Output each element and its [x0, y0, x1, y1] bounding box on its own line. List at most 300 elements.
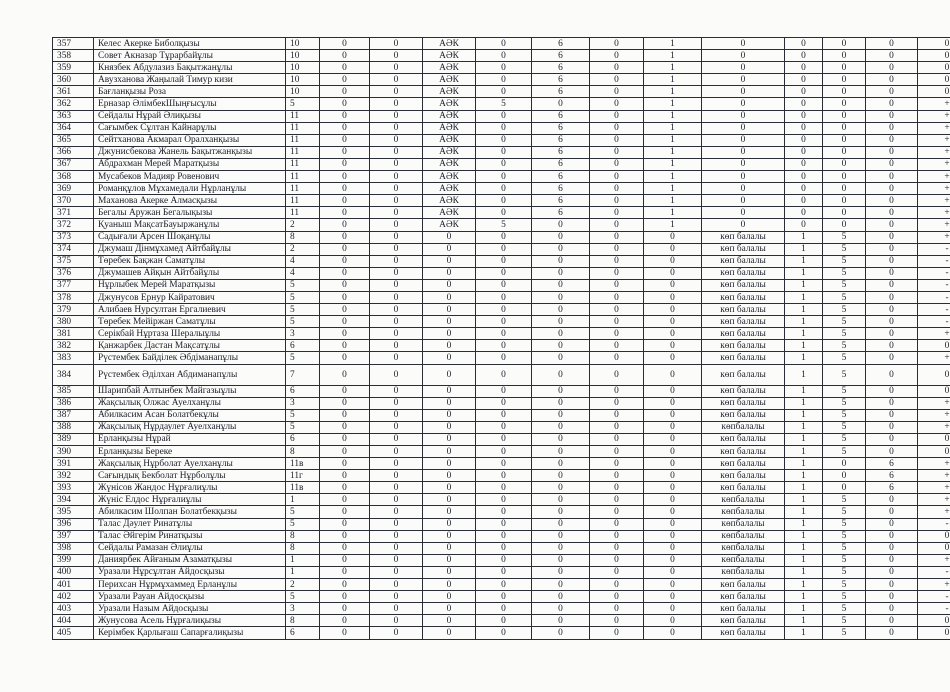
grade-cell: 2 — [286, 579, 320, 591]
col-8-cell: 0 — [532, 98, 590, 110]
col-9-cell: 0 — [590, 603, 644, 615]
col-12-cell: 0 — [785, 146, 823, 158]
table-row — [53, 86, 950, 98]
col-8-cell: 0 — [532, 255, 590, 267]
grade-cell: 10 — [286, 86, 320, 98]
col-9-cell: 0 — [590, 482, 644, 494]
grade-cell: 3 — [286, 603, 320, 615]
col-6-cell: 0 — [423, 494, 476, 506]
table-row — [53, 364, 950, 385]
col-14-cell: 6 — [866, 470, 918, 482]
col-13-cell: 5 — [823, 291, 866, 303]
col-5-cell: 0 — [370, 219, 423, 231]
table-row — [53, 171, 950, 183]
col-8-cell: 0 — [532, 579, 590, 591]
col-6-cell: АӘК — [423, 38, 476, 50]
row-number-cell: 394 — [53, 494, 94, 506]
col-7-cell: 0 — [476, 421, 532, 433]
table-row — [53, 122, 950, 134]
col-4-cell: 0 — [320, 397, 370, 409]
mark-cell: 0 — [918, 433, 950, 445]
col-6-cell: 0 — [423, 316, 476, 328]
grade-cell: 10 — [286, 62, 320, 74]
col-9-cell: 0 — [590, 433, 644, 445]
col-9-cell: 0 — [590, 409, 644, 421]
col-8-cell: 0 — [532, 482, 590, 494]
student-name-cell: Сағымбек Сұлтан Кайнарұлы — [94, 122, 286, 134]
student-name-cell: Князбек Абдулазиз Бақытжанұлы — [94, 62, 286, 74]
col-5-cell: 0 — [370, 134, 423, 146]
row-number-cell: 391 — [53, 458, 94, 470]
col-6-cell: 0 — [423, 603, 476, 615]
col-14-cell: 0 — [866, 98, 918, 110]
col-4-cell: 0 — [320, 316, 370, 328]
mark-cell: + — [918, 219, 950, 231]
category-cell: көп балалы — [702, 291, 785, 303]
col-10-cell: 0 — [644, 603, 702, 615]
col-12-cell: 1 — [785, 364, 823, 385]
col-12-cell: 0 — [785, 74, 823, 86]
col-9-cell: 0 — [590, 518, 644, 530]
col-10-cell: 0 — [644, 409, 702, 421]
table-row — [53, 591, 950, 603]
col-14-cell: 0 — [866, 207, 918, 219]
category-cell: 0 — [702, 98, 785, 110]
col-14-cell: 0 — [866, 603, 918, 615]
col-5-cell: 0 — [370, 566, 423, 578]
col-4-cell: 0 — [320, 50, 370, 62]
col-13-cell: 5 — [823, 506, 866, 518]
mark-cell: + — [918, 506, 950, 518]
col-12-cell: 1 — [785, 255, 823, 267]
col-6-cell: 0 — [423, 482, 476, 494]
col-6-cell: АӘК — [423, 134, 476, 146]
table-row — [53, 566, 950, 578]
student-name-cell: Алибаев Нурсултан Ергалиевич — [94, 304, 286, 316]
table-row — [53, 627, 950, 639]
col-5-cell: 0 — [370, 207, 423, 219]
col-7-cell: 0 — [476, 409, 532, 421]
col-13-cell: 0 — [823, 110, 866, 122]
col-4-cell: 0 — [320, 603, 370, 615]
row-number-cell: 358 — [53, 50, 94, 62]
mark-cell: 0 — [918, 542, 950, 554]
col-12-cell: 1 — [785, 340, 823, 352]
col-9-cell: 0 — [590, 352, 644, 364]
table-row — [53, 470, 950, 482]
col-4-cell: 0 — [320, 482, 370, 494]
grade-cell: 8 — [286, 530, 320, 542]
col-6-cell: АӘК — [423, 207, 476, 219]
col-5-cell: 0 — [370, 158, 423, 170]
col-12-cell: 0 — [785, 86, 823, 98]
col-4-cell: 0 — [320, 385, 370, 397]
col-8-cell: 0 — [532, 615, 590, 627]
col-8-cell: 0 — [532, 279, 590, 291]
mark-cell: - — [918, 518, 950, 530]
col-13-cell: 0 — [823, 195, 866, 207]
mark-cell: + — [918, 397, 950, 409]
student-name-cell: Жунусова Асель Нұрғалиқызы — [94, 615, 286, 627]
col-4-cell: 0 — [320, 38, 370, 50]
category-cell: көп балалы — [702, 482, 785, 494]
student-name-cell: Қуаныш МақсатБауыржанұлы — [94, 219, 286, 231]
col-6-cell: 0 — [423, 279, 476, 291]
grade-cell: 11 — [286, 110, 320, 122]
grade-cell: 10 — [286, 38, 320, 50]
student-name-cell: Шарипбай Алтынбек Майгазыұлы — [94, 385, 286, 397]
row-number-cell: 373 — [53, 231, 94, 243]
col-7-cell: 0 — [476, 171, 532, 183]
col-14-cell: 0 — [866, 146, 918, 158]
col-10-cell: 0 — [644, 518, 702, 530]
col-10-cell: 1 — [644, 146, 702, 158]
col-8-cell: 6 — [532, 74, 590, 86]
col-5-cell: 0 — [370, 279, 423, 291]
col-8-cell: 0 — [532, 603, 590, 615]
col-12-cell: 0 — [785, 183, 823, 195]
col-5-cell: 0 — [370, 385, 423, 397]
col-5-cell: 0 — [370, 50, 423, 62]
col-14-cell: 0 — [866, 494, 918, 506]
col-4-cell: 0 — [320, 183, 370, 195]
col-10-cell: 0 — [644, 364, 702, 385]
col-10-cell: 0 — [644, 554, 702, 566]
col-5-cell: 0 — [370, 579, 423, 591]
col-5-cell: 0 — [370, 110, 423, 122]
table-row — [53, 433, 950, 445]
col-5-cell: 0 — [370, 446, 423, 458]
table-row — [53, 603, 950, 615]
table-row — [53, 579, 950, 591]
col-10-cell: 1 — [644, 183, 702, 195]
row-number-cell: 403 — [53, 603, 94, 615]
col-9-cell: 0 — [590, 494, 644, 506]
col-6-cell: 0 — [423, 243, 476, 255]
mark-cell: + — [918, 134, 950, 146]
grade-cell: 7 — [286, 364, 320, 385]
col-9-cell: 0 — [590, 231, 644, 243]
mark-cell: + — [918, 195, 950, 207]
col-10-cell: 1 — [644, 62, 702, 74]
mark-cell: 0 — [918, 627, 950, 639]
col-4-cell: 0 — [320, 433, 370, 445]
col-7-cell: 0 — [476, 458, 532, 470]
col-4-cell: 0 — [320, 304, 370, 316]
mark-cell: - — [918, 279, 950, 291]
student-name-cell: Перихсан Нұрмұхаммед Ерланұлы — [94, 579, 286, 591]
col-10-cell: 1 — [644, 158, 702, 170]
student-name-cell: Сағындық Бекболат Нұрболұлы — [94, 470, 286, 482]
student-name-cell: Абилкасим Шолпан Болатбекқызы — [94, 506, 286, 518]
row-number-cell: 364 — [53, 122, 94, 134]
col-10-cell: 0 — [644, 470, 702, 482]
col-7-cell: 0 — [476, 627, 532, 639]
row-number-cell: 392 — [53, 470, 94, 482]
col-13-cell: 0 — [823, 470, 866, 482]
col-7-cell: 5 — [476, 219, 532, 231]
col-9-cell: 0 — [590, 328, 644, 340]
mark-cell: 0 — [918, 50, 950, 62]
col-6-cell: АӘК — [423, 219, 476, 231]
grade-cell: 2 — [286, 243, 320, 255]
mark-cell: 0 — [918, 340, 950, 352]
col-6-cell: 0 — [423, 364, 476, 385]
mark-cell: 0 — [918, 86, 950, 98]
category-cell: көпбалалы — [702, 421, 785, 433]
col-7-cell: 0 — [476, 554, 532, 566]
col-14-cell: 0 — [866, 316, 918, 328]
col-7-cell: 0 — [476, 364, 532, 385]
col-7-cell: 0 — [476, 328, 532, 340]
col-4-cell: 0 — [320, 458, 370, 470]
col-4-cell: 0 — [320, 421, 370, 433]
grade-cell: 5 — [286, 98, 320, 110]
col-4-cell: 0 — [320, 110, 370, 122]
col-9-cell: 0 — [590, 458, 644, 470]
student-name-cell: Қанжарбек Дастан Мақсатұлы — [94, 340, 286, 352]
col-7-cell: 0 — [476, 530, 532, 542]
category-cell: 0 — [702, 74, 785, 86]
row-number-cell: 366 — [53, 146, 94, 158]
col-14-cell: 0 — [866, 267, 918, 279]
col-7-cell: 0 — [476, 615, 532, 627]
col-6-cell: 0 — [423, 409, 476, 421]
col-5-cell: 0 — [370, 328, 423, 340]
grade-cell: 11в — [286, 482, 320, 494]
col-9-cell: 0 — [590, 243, 644, 255]
student-name-cell: Жүніс Елдос Нұрғалиұлы — [94, 494, 286, 506]
col-12-cell: 1 — [785, 482, 823, 494]
col-9-cell: 0 — [590, 385, 644, 397]
table-row — [53, 316, 950, 328]
row-number-cell: 368 — [53, 171, 94, 183]
col-13-cell: 0 — [823, 482, 866, 494]
student-name-cell: Жақсылық Олжас Ауелханұлы — [94, 397, 286, 409]
col-10-cell: 0 — [644, 267, 702, 279]
row-number-cell: 384 — [53, 364, 94, 385]
col-8-cell: 6 — [532, 62, 590, 74]
col-12-cell: 0 — [785, 158, 823, 170]
col-5-cell: 0 — [370, 482, 423, 494]
col-9-cell: 0 — [590, 62, 644, 74]
col-13-cell: 0 — [823, 50, 866, 62]
col-7-cell: 0 — [476, 579, 532, 591]
student-name-cell: Уразали Рауан Айдосқызы — [94, 591, 286, 603]
table-row — [53, 291, 950, 303]
col-12-cell: 1 — [785, 421, 823, 433]
col-13-cell: 5 — [823, 603, 866, 615]
col-5-cell: 0 — [370, 62, 423, 74]
col-6-cell: 0 — [423, 291, 476, 303]
col-12-cell: 0 — [785, 62, 823, 74]
col-4-cell: 0 — [320, 158, 370, 170]
col-5-cell: 0 — [370, 122, 423, 134]
col-12-cell: 1 — [785, 494, 823, 506]
col-12-cell: 1 — [785, 542, 823, 554]
col-9-cell: 0 — [590, 316, 644, 328]
row-number-cell: 360 — [53, 74, 94, 86]
col-14-cell: 0 — [866, 110, 918, 122]
table-row — [53, 458, 950, 470]
col-10-cell: 0 — [644, 279, 702, 291]
mark-cell: + — [918, 146, 950, 158]
mark-cell: + — [918, 158, 950, 170]
grade-cell: 11 — [286, 195, 320, 207]
col-12-cell: 0 — [785, 207, 823, 219]
row-number-cell: 378 — [53, 291, 94, 303]
col-6-cell: 0 — [423, 470, 476, 482]
table-row — [53, 385, 950, 397]
student-name-cell: Джумашев Айқын Айтбайұлы — [94, 267, 286, 279]
category-cell: көп балалы — [702, 340, 785, 352]
row-number-cell: 397 — [53, 530, 94, 542]
table-row — [53, 446, 950, 458]
col-12-cell: 1 — [785, 627, 823, 639]
col-14-cell: 0 — [866, 171, 918, 183]
col-9-cell: 0 — [590, 364, 644, 385]
col-6-cell: АӘК — [423, 74, 476, 86]
col-7-cell: 0 — [476, 50, 532, 62]
category-cell: көп балалы — [702, 385, 785, 397]
row-number-cell: 370 — [53, 195, 94, 207]
col-7-cell: 0 — [476, 506, 532, 518]
mark-cell: - — [918, 603, 950, 615]
col-10-cell: 1 — [644, 98, 702, 110]
grade-cell: 5 — [286, 506, 320, 518]
mark-cell: - — [918, 566, 950, 578]
col-13-cell: 5 — [823, 615, 866, 627]
col-8-cell: 0 — [532, 530, 590, 542]
grade-cell: 5 — [286, 304, 320, 316]
col-10-cell: 0 — [644, 255, 702, 267]
col-4-cell: 0 — [320, 328, 370, 340]
col-9-cell: 0 — [590, 446, 644, 458]
col-12-cell: 1 — [785, 603, 823, 615]
col-8-cell: 6 — [532, 183, 590, 195]
grade-cell: 5 — [286, 421, 320, 433]
col-12-cell: 1 — [785, 615, 823, 627]
category-cell: 0 — [702, 219, 785, 231]
student-name-cell: Ерланқызы Береке — [94, 446, 286, 458]
col-4-cell: 0 — [320, 506, 370, 518]
grade-cell: 1 — [286, 494, 320, 506]
mark-cell: + — [918, 470, 950, 482]
mark-cell: + — [918, 579, 950, 591]
col-9-cell: 0 — [590, 122, 644, 134]
col-8-cell: 6 — [532, 158, 590, 170]
row-number-cell: 372 — [53, 219, 94, 231]
col-9-cell: 0 — [590, 615, 644, 627]
table-row — [53, 255, 950, 267]
col-6-cell: 0 — [423, 506, 476, 518]
mark-cell: + — [918, 183, 950, 195]
row-number-cell: 361 — [53, 86, 94, 98]
col-9-cell: 0 — [590, 340, 644, 352]
col-4-cell: 0 — [320, 86, 370, 98]
student-name-cell: Мусабеков Мадияр Ровенович — [94, 171, 286, 183]
col-4-cell: 0 — [320, 195, 370, 207]
col-9-cell: 0 — [590, 397, 644, 409]
col-10-cell: 1 — [644, 171, 702, 183]
col-6-cell: АӘК — [423, 183, 476, 195]
col-13-cell: 0 — [823, 219, 866, 231]
grade-cell: 8 — [286, 231, 320, 243]
col-5-cell: 0 — [370, 421, 423, 433]
col-14-cell: 6 — [866, 458, 918, 470]
category-cell: көп балалы — [702, 304, 785, 316]
col-6-cell: 0 — [423, 530, 476, 542]
student-name-cell: Талас Әйгерім Ринатқызы — [94, 530, 286, 542]
col-10-cell: 1 — [644, 122, 702, 134]
student-name-cell: Джунусов Ернур Кайратович — [94, 291, 286, 303]
col-14-cell: 0 — [866, 352, 918, 364]
student-name-cell: Сейтханова Акмарал Оралханқызы — [94, 134, 286, 146]
row-number-cell: 365 — [53, 134, 94, 146]
student-name-cell: Талас Дәулет Ринатұлы — [94, 518, 286, 530]
table-row — [53, 421, 950, 433]
col-8-cell: 0 — [532, 328, 590, 340]
col-13-cell: 5 — [823, 409, 866, 421]
row-number-cell: 404 — [53, 615, 94, 627]
col-10-cell: 1 — [644, 86, 702, 98]
col-8-cell: 0 — [532, 458, 590, 470]
student-name-cell: Бегалы Аружан Бегалықызы — [94, 207, 286, 219]
grade-cell: 8 — [286, 446, 320, 458]
mark-cell: - — [918, 591, 950, 603]
row-number-cell: 380 — [53, 316, 94, 328]
grade-cell: 11 — [286, 207, 320, 219]
col-13-cell: 0 — [823, 158, 866, 170]
mark-cell: 0 — [918, 615, 950, 627]
table-row — [53, 50, 950, 62]
col-10-cell: 1 — [644, 38, 702, 50]
col-6-cell: 0 — [423, 267, 476, 279]
col-7-cell: 0 — [476, 446, 532, 458]
col-6-cell: 0 — [423, 385, 476, 397]
col-12-cell: 1 — [785, 409, 823, 421]
category-cell: көп балалы — [702, 458, 785, 470]
row-number-cell: 377 — [53, 279, 94, 291]
col-10-cell: 1 — [644, 50, 702, 62]
mark-cell: 0 — [918, 38, 950, 50]
table-row — [53, 207, 950, 219]
col-14-cell: 0 — [866, 62, 918, 74]
col-9-cell: 0 — [590, 195, 644, 207]
col-8-cell: 0 — [532, 231, 590, 243]
grade-cell: 11 — [286, 122, 320, 134]
col-13-cell: 0 — [823, 122, 866, 134]
col-4-cell: 0 — [320, 171, 370, 183]
col-8-cell: 0 — [532, 506, 590, 518]
col-8-cell: 0 — [532, 364, 590, 385]
grade-cell: 1 — [286, 554, 320, 566]
table-row — [53, 183, 950, 195]
col-9-cell: 0 — [590, 566, 644, 578]
col-13-cell: 5 — [823, 530, 866, 542]
grade-cell: 5 — [286, 352, 320, 364]
col-13-cell: 0 — [823, 146, 866, 158]
col-5-cell: 0 — [370, 615, 423, 627]
col-4-cell: 0 — [320, 243, 370, 255]
col-10-cell: 0 — [644, 446, 702, 458]
col-7-cell: 0 — [476, 267, 532, 279]
col-5-cell: 0 — [370, 433, 423, 445]
col-5-cell: 0 — [370, 364, 423, 385]
grade-cell: 5 — [286, 591, 320, 603]
col-4-cell: 0 — [320, 74, 370, 86]
col-8-cell: 0 — [532, 291, 590, 303]
